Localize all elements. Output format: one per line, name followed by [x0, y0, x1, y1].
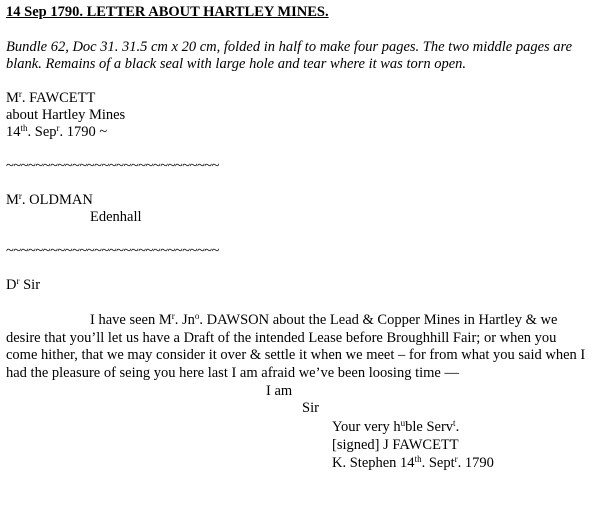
endorsement-name-prefix: M [6, 90, 19, 106]
closing-sir: Sir [302, 400, 319, 416]
endorsement-name-sup: r [18, 89, 22, 99]
document-description: Bundle 62, Doc 31. 31.5 cm x 20 cm, folded in half to make four pages. The two middle pages are blank. Remains of a black seal with large hole and tear where it was torn open. [6, 39, 573, 72]
endorsement-date [6, 124, 588, 141]
closing-place-sup-1: th [414, 454, 422, 464]
address-block [6, 192, 588, 226]
separator-line-2: ~~~~~~~~~~~~~~~~~~~~~~~~~~~~~ [6, 243, 219, 259]
endorsement-date-month-sup: r [56, 123, 60, 133]
letter-transcription [6, 4, 588, 477]
body-part-3: . DAWSON about the Lead & Copper Mines in Hartley & we desire that you’ll let us have a Draft of the intended Lease before Broughhill Fair; or when you come hither, that we may consider it over & settle it when we meet – for from what you said when I had the pleasure of seing you here last I am afraid we’ve been loosing time — [6, 312, 586, 381]
letter-body [6, 312, 588, 382]
closing-block [6, 382, 588, 477]
address-place: Edenhall [90, 209, 142, 225]
body-part-1: I have seen M [90, 312, 172, 328]
endorsement-subject: about Hartley Mines [6, 107, 126, 123]
closing-signature: [signed] J FAWCETT [332, 437, 459, 453]
address-name [6, 192, 588, 209]
closing-place-date [332, 455, 494, 472]
body-part-2: . Jn [174, 312, 195, 328]
endorsement-block [6, 90, 588, 141]
closing-place-sup-2: r [454, 454, 458, 464]
salutation-rest: Sir [19, 277, 41, 293]
closing-yours-a: Your very h [332, 419, 401, 435]
endorsement-name [6, 90, 588, 107]
address-name-sup: r [18, 191, 22, 201]
closing-yours [332, 419, 459, 436]
closing-yours-sup-2: t [453, 418, 456, 428]
closing-yours-sup-1: u [400, 418, 406, 428]
address-name-rest: . OLDMAN [21, 192, 93, 208]
endorsement-date-rest: . 1790 ~ [59, 124, 108, 140]
closing-place-b: . Sept [421, 455, 455, 471]
endorsement-date-mid: . Sep [27, 124, 57, 140]
endorsement-name-rest: . FAWCETT [21, 90, 96, 106]
salutation [6, 277, 588, 294]
body-sup-1: r [171, 311, 175, 321]
closing-yours-c: . [455, 419, 460, 435]
closing-place-a: K. Stephen 14 [332, 455, 415, 471]
endorsement-date-day: 14 [6, 124, 21, 140]
salutation-prefix: D [6, 277, 17, 293]
closing-yours-b: ble Serv [405, 419, 454, 435]
endorsement-date-day-sup: th [20, 123, 28, 133]
closing-place-c: . 1790 [457, 455, 494, 471]
separator-line: ~~~~~~~~~~~~~~~~~~~~~~~~~~~~~ [6, 158, 219, 174]
salutation-sup: r [16, 276, 20, 286]
body-sup-2: o [194, 311, 200, 321]
closing-i-am: I am [266, 383, 293, 399]
address-name-prefix: M [6, 192, 19, 208]
document-title: 14 Sep 1790. LETTER ABOUT HARTLEY MINES. [6, 4, 329, 20]
